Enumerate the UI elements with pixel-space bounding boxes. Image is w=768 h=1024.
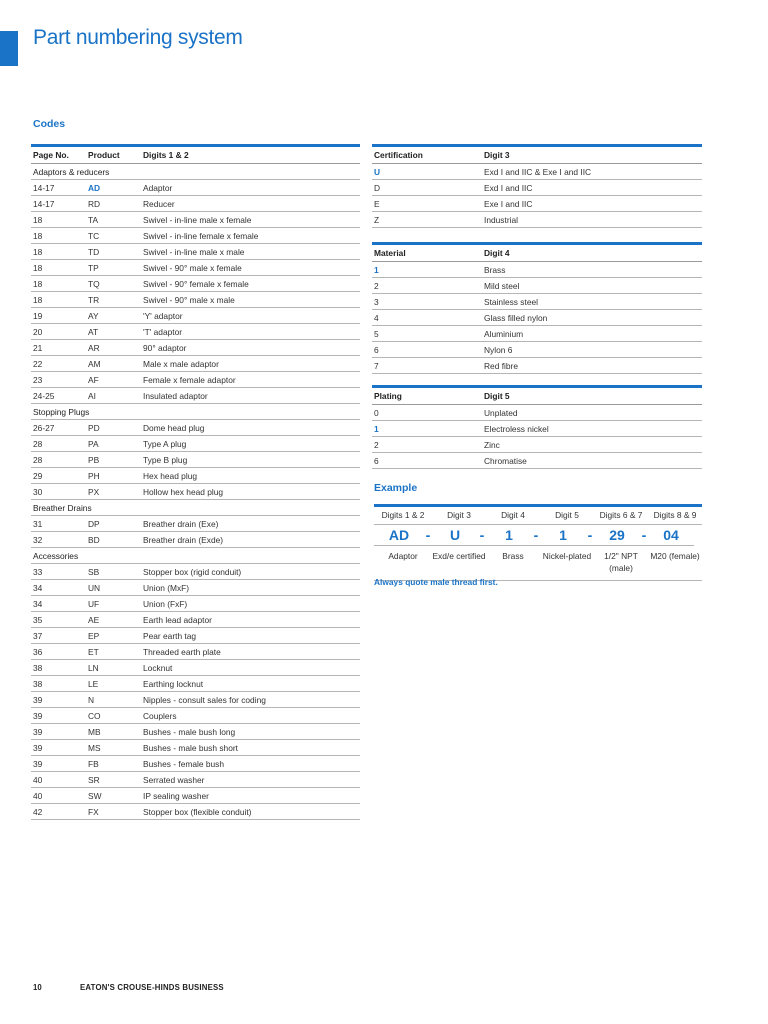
example-separator: -	[640, 525, 648, 546]
code-cell: 6	[372, 342, 482, 358]
description-cell: Nipples - consult sales for coding	[141, 692, 360, 708]
product-code-cell: LE	[86, 676, 141, 692]
table-row	[31, 356, 360, 372]
description-cell: 90° adaptor	[141, 340, 360, 356]
description-cell: Serrated washer	[141, 772, 360, 788]
page-number: 10	[33, 983, 42, 992]
page-number-cell: 20	[31, 324, 86, 340]
example-table	[374, 504, 702, 581]
table-row	[31, 212, 360, 228]
description-cell: Dome head plug	[141, 420, 360, 436]
product-code-cell: TC	[86, 228, 141, 244]
table-row	[31, 276, 360, 292]
example-title: Example	[374, 482, 418, 494]
description-cell: Brass	[482, 262, 702, 278]
table-row	[31, 308, 360, 324]
product-code-cell: AT	[86, 324, 141, 340]
description-cell: Earth lead adaptor	[141, 612, 360, 628]
codes-header-digits: Digits 1 & 2	[141, 146, 360, 164]
page-number-cell: 38	[31, 660, 86, 676]
codes-header-page: Page No.	[31, 146, 86, 164]
description-cell: 'Y' adaptor	[141, 308, 360, 324]
product-code-cell: SW	[86, 788, 141, 804]
page-number-cell: 18	[31, 212, 86, 228]
example-digit-header: Digits 8 & 9	[648, 507, 702, 525]
page-number-cell: 31	[31, 516, 86, 532]
group-label: Adaptors & reducers	[31, 164, 360, 180]
description-cell: Chromatise	[482, 453, 702, 469]
group-row	[31, 404, 360, 420]
page-number-cell: 28	[31, 452, 86, 468]
page-number-cell: 34	[31, 580, 86, 596]
plating-table	[372, 385, 702, 469]
table-row	[372, 342, 702, 358]
description-cell: 'T' adaptor	[141, 324, 360, 340]
product-code-cell: FX	[86, 804, 141, 820]
code-cell: Z	[372, 212, 482, 228]
table-row	[372, 164, 702, 180]
digit3-header: Digit 3	[482, 146, 702, 164]
table-row	[31, 804, 360, 820]
example-code: 1	[486, 525, 532, 546]
description-cell: Nylon 6	[482, 342, 702, 358]
page-number-cell: 18	[31, 292, 86, 308]
code-cell: 0	[372, 405, 482, 421]
page-number-cell: 26-27	[31, 420, 86, 436]
page-number-cell: 40	[31, 788, 86, 804]
product-code-cell: AR	[86, 340, 141, 356]
product-code-cell: RD	[86, 196, 141, 212]
group-label: Breather Drains	[31, 500, 360, 516]
example-separator: -	[478, 525, 486, 546]
page-number-cell: 39	[31, 708, 86, 724]
description-cell: Hex head plug	[141, 468, 360, 484]
description-cell: Stopper box (flexible conduit)	[141, 804, 360, 820]
description-cell: Bushes - female bush	[141, 756, 360, 772]
table-row	[31, 676, 360, 692]
page-number-cell: 18	[31, 228, 86, 244]
code-cell: 4	[372, 310, 482, 326]
page-title: Part numbering system	[33, 26, 243, 49]
table-row	[31, 692, 360, 708]
table-row	[31, 372, 360, 388]
description-cell: Hollow hex head plug	[141, 484, 360, 500]
code-cell: 2	[372, 278, 482, 294]
description-cell: Zinc	[482, 437, 702, 453]
page-number-cell: 22	[31, 356, 86, 372]
table-row	[372, 405, 702, 421]
description-cell: Union (FxF)	[141, 596, 360, 612]
table-row	[31, 420, 360, 436]
certification-table	[372, 144, 702, 228]
product-code-cell: TQ	[86, 276, 141, 292]
table-row	[372, 294, 702, 310]
table-row	[372, 180, 702, 196]
description-cell: Male x male adaptor	[141, 356, 360, 372]
table-row	[31, 196, 360, 212]
product-code-cell: MS	[86, 740, 141, 756]
footer-brand: EATON'S CROUSE-HINDS BUSINESS	[80, 983, 224, 992]
table-row	[31, 788, 360, 804]
example-description: Brass	[486, 546, 540, 581]
group-row	[31, 164, 360, 180]
table-row	[31, 324, 360, 340]
table-row	[31, 532, 360, 548]
material-header: Material	[372, 244, 482, 262]
table-row	[372, 278, 702, 294]
table-row	[31, 484, 360, 500]
description-cell: Insulated adaptor	[141, 388, 360, 404]
product-code-cell: DP	[86, 516, 141, 532]
table-row	[31, 436, 360, 452]
digit5-header: Digit 5	[482, 387, 702, 405]
example-digit-header: Digit 4	[486, 507, 540, 525]
table-row	[31, 244, 360, 260]
product-code-cell: N	[86, 692, 141, 708]
product-code-cell: FB	[86, 756, 141, 772]
page-number-cell: 42	[31, 804, 86, 820]
product-code-cell: SB	[86, 564, 141, 580]
table-row	[31, 228, 360, 244]
description-cell: Bushes - male bush short	[141, 740, 360, 756]
table-row	[372, 421, 702, 437]
page-number-cell: 40	[31, 772, 86, 788]
table-row	[31, 180, 360, 196]
description-cell: Exd I and IIC & Exe I and IIC	[482, 164, 702, 180]
example-code: AD	[374, 525, 424, 546]
table-row	[31, 708, 360, 724]
example-digit-header: Digit 3	[432, 507, 486, 525]
description-cell: Female x female adaptor	[141, 372, 360, 388]
description-cell: Bushes - male bush long	[141, 724, 360, 740]
description-cell: Swivel - 90° male x male	[141, 292, 360, 308]
page-number-cell: 18	[31, 260, 86, 276]
example-description: M20 (female)	[648, 546, 702, 581]
product-code-cell: CO	[86, 708, 141, 724]
description-cell: Breather drain (Exe)	[141, 516, 360, 532]
description-cell: Adaptor	[141, 180, 360, 196]
digit4-header: Digit 4	[482, 244, 702, 262]
description-cell: Stainless steel	[482, 294, 702, 310]
example-description: 1/2" NPT (male)	[594, 546, 648, 581]
description-cell: Locknut	[141, 660, 360, 676]
page-number-cell: 24-25	[31, 388, 86, 404]
example-separator: -	[424, 525, 432, 546]
table-row	[31, 292, 360, 308]
group-label: Accessories	[31, 548, 360, 564]
page-number-cell: 37	[31, 628, 86, 644]
table-row	[31, 628, 360, 644]
description-cell: Swivel - 90° female x female	[141, 276, 360, 292]
page-number-cell: 14-17	[31, 196, 86, 212]
product-code-cell: UF	[86, 596, 141, 612]
example-separator: -	[532, 525, 540, 546]
product-code-cell: AF	[86, 372, 141, 388]
page-number-cell: 14-17	[31, 180, 86, 196]
product-code-cell: TP	[86, 260, 141, 276]
description-cell: Pear earth tag	[141, 628, 360, 644]
description-cell: Glass filled nylon	[482, 310, 702, 326]
product-code-cell: EP	[86, 628, 141, 644]
code-cell: D	[372, 180, 482, 196]
table-row	[372, 262, 702, 278]
code-cell: 3	[372, 294, 482, 310]
code-cell: 5	[372, 326, 482, 342]
table-row	[31, 564, 360, 580]
example-digit-header: Digits 6 & 7	[594, 507, 648, 525]
product-code-cell: AY	[86, 308, 141, 324]
page-number-cell: 33	[31, 564, 86, 580]
product-code-cell: LN	[86, 660, 141, 676]
description-cell: Type B plug	[141, 452, 360, 468]
example-digit-header: Digits 1 & 2	[374, 507, 432, 525]
example-code: 1	[540, 525, 586, 546]
example-description: Exd/e certified	[432, 546, 486, 581]
table-row	[372, 310, 702, 326]
description-cell: Mild steel	[482, 278, 702, 294]
table-row	[31, 740, 360, 756]
description-cell: Reducer	[141, 196, 360, 212]
product-code-cell: MB	[86, 724, 141, 740]
product-code-cell: PX	[86, 484, 141, 500]
description-cell: Aluminium	[482, 326, 702, 342]
page-number-cell: 18	[31, 276, 86, 292]
code-cell: 7	[372, 358, 482, 374]
group-row	[31, 500, 360, 516]
product-code-cell: UN	[86, 580, 141, 596]
description-cell: Breather drain (Exde)	[141, 532, 360, 548]
example-note: Always quote male thread first.	[374, 577, 498, 587]
example-code: U	[432, 525, 478, 546]
codes-header-product: Product	[86, 146, 141, 164]
example-description: Nickel-plated	[540, 546, 594, 581]
page-number-cell: 34	[31, 596, 86, 612]
product-code-cell: BD	[86, 532, 141, 548]
product-code-cell: AD	[86, 180, 141, 196]
description-cell: Exe I and IIC	[482, 196, 702, 212]
table-row	[31, 340, 360, 356]
page-number-cell: 39	[31, 692, 86, 708]
table-row	[372, 196, 702, 212]
description-cell: Swivel - in-line female x female	[141, 228, 360, 244]
table-row	[31, 660, 360, 676]
table-row	[31, 772, 360, 788]
description-cell: Industrial	[482, 212, 702, 228]
description-cell: Stopper box (rigid conduit)	[141, 564, 360, 580]
page-number-cell: 35	[31, 612, 86, 628]
codes-table	[31, 144, 360, 820]
page-number-cell: 39	[31, 756, 86, 772]
accent-bar	[0, 31, 18, 66]
example-code: 04	[648, 525, 694, 546]
code-cell: 1	[372, 421, 482, 437]
product-code-cell: AI	[86, 388, 141, 404]
description-cell: Couplers	[141, 708, 360, 724]
code-cell: E	[372, 196, 482, 212]
table-row	[31, 452, 360, 468]
page-number-cell: 30	[31, 484, 86, 500]
plating-header: Plating	[372, 387, 482, 405]
code-cell: 6	[372, 453, 482, 469]
table-row	[372, 326, 702, 342]
description-cell: Swivel - 90° male x female	[141, 260, 360, 276]
page-number-cell: 21	[31, 340, 86, 356]
page-number-cell: 19	[31, 308, 86, 324]
description-cell: Unplated	[482, 405, 702, 421]
table-row	[31, 644, 360, 660]
product-code-cell: AM	[86, 356, 141, 372]
example-description: Adaptor	[374, 546, 432, 581]
code-cell: 1	[372, 262, 482, 278]
description-cell: Type A plug	[141, 436, 360, 452]
description-cell: Swivel - in-line male x male	[141, 244, 360, 260]
page-number-cell: 28	[31, 436, 86, 452]
product-code-cell: SR	[86, 772, 141, 788]
table-row	[372, 358, 702, 374]
page-number-cell: 29	[31, 468, 86, 484]
table-row	[31, 596, 360, 612]
page-number-cell: 39	[31, 740, 86, 756]
product-code-cell: TR	[86, 292, 141, 308]
material-table	[372, 242, 702, 374]
table-row	[31, 260, 360, 276]
page-number-cell: 36	[31, 644, 86, 660]
product-code-cell: TA	[86, 212, 141, 228]
code-cell: U	[372, 164, 482, 180]
table-row	[372, 212, 702, 228]
description-cell: Union (MxF)	[141, 580, 360, 596]
product-code-cell: ET	[86, 644, 141, 660]
table-row	[372, 437, 702, 453]
page-number-cell: 18	[31, 244, 86, 260]
product-code-cell: PB	[86, 452, 141, 468]
table-row	[31, 756, 360, 772]
example-digit-header: Digit 5	[540, 507, 594, 525]
code-cell: 2	[372, 437, 482, 453]
table-row	[372, 453, 702, 469]
page-number-cell: 38	[31, 676, 86, 692]
description-cell: IP sealing washer	[141, 788, 360, 804]
codes-title: Codes	[33, 118, 66, 130]
example-code: 29	[594, 525, 640, 546]
product-code-cell: AE	[86, 612, 141, 628]
table-row	[31, 724, 360, 740]
table-row	[31, 516, 360, 532]
product-code-cell: TD	[86, 244, 141, 260]
table-row	[31, 580, 360, 596]
group-row	[31, 548, 360, 564]
description-cell: Exd I and IIC	[482, 180, 702, 196]
description-cell: Earthing locknut	[141, 676, 360, 692]
page-number-cell: 32	[31, 532, 86, 548]
example-separator: -	[586, 525, 594, 546]
product-code-cell: PD	[86, 420, 141, 436]
table-row	[31, 612, 360, 628]
group-label: Stopping Plugs	[31, 404, 360, 420]
table-row	[31, 388, 360, 404]
description-cell: Threaded earth plate	[141, 644, 360, 660]
product-code-cell: PH	[86, 468, 141, 484]
description-cell: Swivel - in-line male x female	[141, 212, 360, 228]
product-code-cell: PA	[86, 436, 141, 452]
page-number-cell: 23	[31, 372, 86, 388]
description-cell: Electroless nickel	[482, 421, 702, 437]
certification-header: Certification	[372, 146, 482, 164]
table-row	[31, 468, 360, 484]
description-cell: Red fibre	[482, 358, 702, 374]
page-number-cell: 39	[31, 724, 86, 740]
